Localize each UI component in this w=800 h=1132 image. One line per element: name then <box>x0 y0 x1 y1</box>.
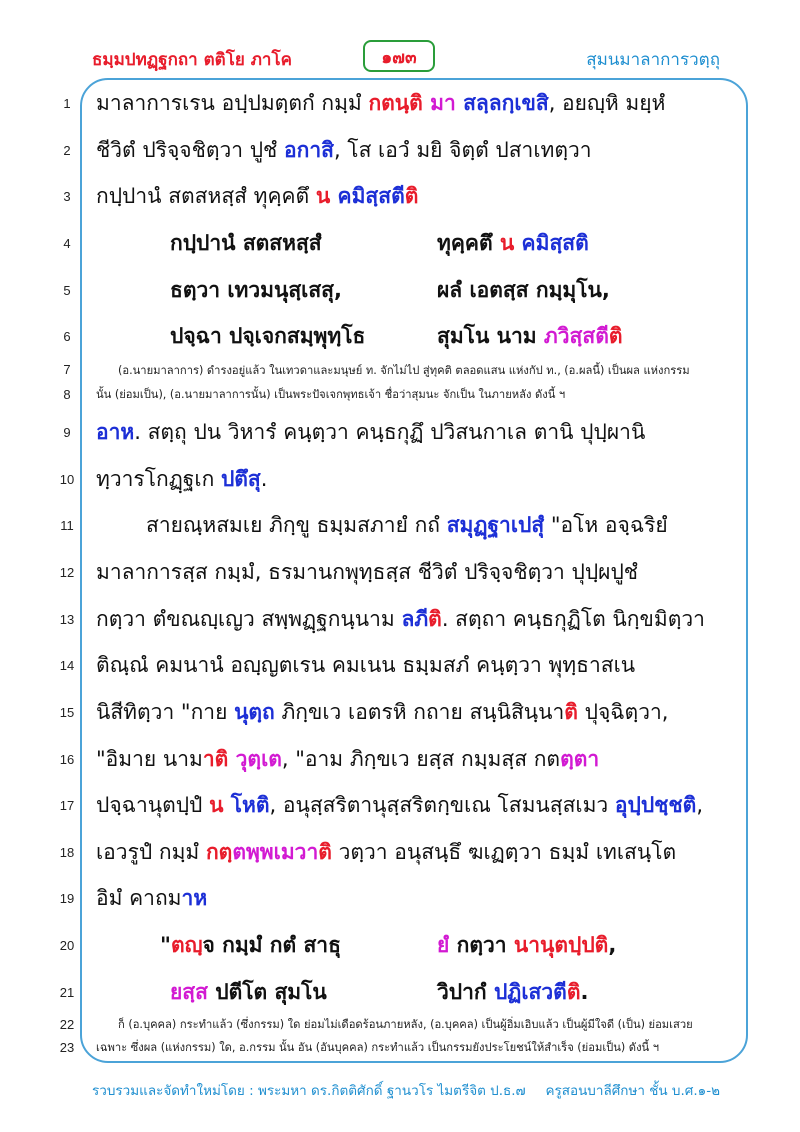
verse-20-right <box>437 930 616 960</box>
text-span: ยสฺส <box>170 980 208 1004</box>
text-span: เมวา <box>273 840 319 864</box>
text-span: . สตฺถา คนฺธกุฏิโต นิกฺขมิตฺวา <box>441 607 705 631</box>
text-span: น <box>315 184 331 208</box>
text-line-9 <box>96 417 728 447</box>
line-number: 3 <box>63 189 71 204</box>
text-span: สมุฏฺฐาเปสุํ <box>446 513 545 537</box>
line-number: 13 <box>59 612 75 627</box>
text-span: เอวรูปํ กมฺมํ <box>96 840 206 864</box>
text-span: ปจฺฉานุตปฺปํ <box>96 793 210 817</box>
text-span: ปฏิเสวตี <box>493 980 567 1004</box>
line-number: 1 <box>63 96 71 111</box>
verse-21-left <box>170 977 327 1007</box>
text-span: ติ <box>608 324 623 348</box>
text-span: ติ <box>318 840 332 864</box>
text-span: าติ <box>202 747 229 771</box>
text-span: กตฺ <box>205 840 233 864</box>
text-span: ภิกฺขเว เอตรหิ กถาย สนฺนิสินฺนา <box>274 700 565 724</box>
translation-note-2b: เฉพาะ ซึ่งผล (แห่งกรรม) ใด, อ.กรรม นั้น อัน (อันบุคคล) กระทำแล้ว เป็นกรรมยังประโยชน์ให้สำเร็จ (ย่อมเป็น) ดังนี้ ฯ <box>96 1041 660 1054</box>
text-span: ติ <box>566 980 581 1004</box>
line-number: 20 <box>59 938 75 953</box>
line-number: 4 <box>63 236 71 251</box>
text-span: กตฺวา <box>449 933 514 957</box>
text-line-2 <box>96 135 728 165</box>
text-line-11 <box>146 510 728 540</box>
text-span: ทุคฺคตึ <box>437 231 500 255</box>
text-span: สุมโน นาม <box>437 324 544 348</box>
verse-6-left: ปจฺฉา ปจฺเจกสมฺพุทฺโธ <box>170 324 366 348</box>
text-span: . <box>580 980 589 1004</box>
verse-21-right <box>437 977 588 1007</box>
text-span: สายณฺหสมเย ภิกฺขู ธมฺมสภายํ กถํ <box>146 513 447 537</box>
text-span: , อนุสฺสริตานุสฺสริตกฺขเณ โสมนสฺสเมว <box>269 793 615 817</box>
text-span: , "อาม ภิกฺขเว ยสฺส กมฺมสฺส กต <box>281 747 561 771</box>
text-span: นุตฺถ <box>234 700 275 724</box>
text-line-13 <box>96 604 728 634</box>
text-span: ตฺตา <box>560 747 600 771</box>
verse-6-right <box>437 321 622 351</box>
text-span: นิสีทิตฺวา "กาย <box>96 700 235 724</box>
text-span: ตญฺ <box>170 933 203 957</box>
verse-20-left <box>160 930 341 960</box>
text-line-15 <box>96 697 728 727</box>
text-span: มาลาการเรน อปฺปมตฺตกํ กมฺมํ <box>96 91 369 115</box>
page-number-badge: ๑๗๓ <box>363 40 435 72</box>
text-span: ภวิสฺสตี <box>543 324 609 348</box>
line-number: 17 <box>59 798 75 813</box>
line-number: 8 <box>63 387 71 402</box>
text-span: , อยญฺหิ มยฺหํ <box>548 91 666 115</box>
text-span: กตฺวา ตํขณญฺเญว สพฺพฏฺฐกนฺนาม <box>96 607 402 631</box>
text-span: าห <box>181 886 208 910</box>
line-number: 19 <box>59 891 75 906</box>
text-span: อาห <box>96 420 135 444</box>
text-span: ปุจฺฉิตฺวา, <box>577 700 669 724</box>
text-line-10 <box>96 464 728 494</box>
line-number: 22 <box>59 1017 75 1032</box>
line-number: 5 <box>63 283 71 298</box>
text-span: , โส เอวํ มยิ จิตฺตํ ปสาเทตฺวา <box>333 138 592 162</box>
footer-author: รวบรวมและจัดทำใหม่โดย : พระมหา ดร.กิตติศักดิ์ ฐานวโร ไมตรีจิต ป.ธ.๗ <box>92 1083 526 1099</box>
text-span: , <box>696 793 704 817</box>
text-span: สลฺลกฺเขสิ <box>463 91 549 115</box>
text-line-16 <box>96 744 728 774</box>
text-span: กปฺปานํ สตสหสฺสํ ทุคฺคตึ <box>96 184 316 208</box>
text-span: , <box>608 933 617 957</box>
text-span: . สตฺถุ ปน วิหารํ คนฺตฺวา คนฺธกุฏึ ปวิสนกาเล ตานิ ปุปฺผานิ <box>134 420 646 444</box>
text-span: " <box>160 933 171 957</box>
text-line-14: ติณฺณํ คมนานํ อญฺญตเรน คมเนน ธมฺมสภํ คนฺตฺวา พุทฺธาสเน <box>96 653 636 677</box>
text-span: น <box>209 793 224 817</box>
text-span: ปตึสุ <box>220 467 261 491</box>
text-span: อุปฺปชฺชติ <box>614 793 697 817</box>
text-span: "อิมาย นาม <box>96 747 203 771</box>
text-span: คมิสฺสตี <box>330 184 405 208</box>
text-span: มา <box>422 91 464 115</box>
text-span: ติ <box>564 700 578 724</box>
text-span: นานุตปฺปติ <box>513 933 609 957</box>
line-number: 6 <box>63 329 71 344</box>
text-span: ลภี <box>401 607 429 631</box>
verse-4-right <box>437 228 589 258</box>
line-number: 23 <box>59 1040 75 1055</box>
text-span: ชีวิตํ ปริจฺจชิตฺวา ปูชํ <box>96 138 284 162</box>
text-span: อิมํ คาถม <box>96 886 182 910</box>
text-line-17 <box>96 790 728 820</box>
text-span: น <box>499 231 515 255</box>
text-span: ติ <box>404 184 419 208</box>
translation-note-2a: ก็ (อ.บุคคล) กระทำแล้ว (ซึ่งกรรม) ใด ย่อมไม่เดือดร้อนภายหลัง, (อ.บุคคล) เป็นผู้อิ่มเอิบแล้ว เป็นผู้มีใจดี (เป็น) ย่อมเสวย <box>118 1018 693 1031</box>
text-line-3 <box>96 181 728 211</box>
text-span: กตนฺติ <box>368 91 423 115</box>
text-span: จ กมฺมํ กตํ สาธุ <box>202 933 341 957</box>
line-number: 15 <box>59 705 75 720</box>
text-span: ทฺวารโกฏฺฐเก <box>96 467 221 491</box>
line-number: 7 <box>63 362 71 377</box>
line-number: 11 <box>60 518 74 533</box>
text-span: วุตฺเต <box>228 747 282 771</box>
verse-5-right: ผลํ เอตสฺส กมฺมุโน, <box>437 278 610 302</box>
text-span: ติ <box>428 607 442 631</box>
verse-5-left: ธตฺวา เทวมนุสฺเสสุ, <box>170 278 342 302</box>
text-span: อกาสิ <box>284 138 334 162</box>
translation-note-1a: (อ.นายมาลาการ) ดำรงอยู่แล้ว ในเทวดาและมนุษย์ ท. จักไม่ไป สู่ทุคติ ตลอดแสน แห่งกัป ท., (อ.ผลนี้) เป็นผล แห่งกรรม <box>118 364 690 377</box>
line-number: 14 <box>59 658 75 673</box>
line-number: 2 <box>63 143 71 158</box>
text-span: โหติ <box>223 793 270 817</box>
text-span: คมิสฺสติ <box>514 231 589 255</box>
text-line-18 <box>96 837 728 867</box>
text-span: "อโห อจฺฉริยํ <box>544 513 668 537</box>
text-span: ยํ <box>437 933 450 957</box>
line-number: 18 <box>59 845 75 860</box>
text-span: ตพฺพ <box>232 840 274 864</box>
text-line-1 <box>96 88 728 118</box>
translation-note-1b: นั้น (ย่อมเป็น), (อ.นายมาลาการนั้น) เป็นพระปัจเจกพุทธเจ้า ชื่อว่าสุมนะ จักเป็น ในภายหลัง ดังนี้ ฯ <box>96 388 566 401</box>
text-line-12: มาลาการสฺส กมฺมํ, ธรมานกพุทฺธสฺส ชีวิตํ ปริจฺจชิตฺวา ปุปฺผปูชํ <box>96 560 639 584</box>
story-title-header: สุมนมาลาการวตฺถุ <box>586 50 720 70</box>
line-number: 12 <box>59 565 75 580</box>
text-span: ปตีโต สุมโน <box>207 980 327 1004</box>
line-number: 21 <box>59 985 75 1000</box>
line-number: 9 <box>63 425 71 440</box>
book-title-header: ธมฺมปทฏฺฐกถา ตติโย ภาโค <box>92 50 292 70</box>
line-number: 10 <box>59 472 75 487</box>
text-span: วิปากํ <box>437 980 494 1004</box>
text-line-19 <box>96 883 728 913</box>
line-number: 16 <box>59 752 75 767</box>
text-span: วตฺวา อนุสนฺธึ ฆเฏตฺวา ธมฺมํ เทเสนฺโต <box>331 840 677 864</box>
verse-4-left: กปฺปานํ สตสหสฺสํ <box>170 231 322 255</box>
text-span: . <box>260 467 268 491</box>
footer-course: ครูสอนบาลีศึกษา ชั้น บ.ศ.๑-๒ <box>545 1083 720 1099</box>
